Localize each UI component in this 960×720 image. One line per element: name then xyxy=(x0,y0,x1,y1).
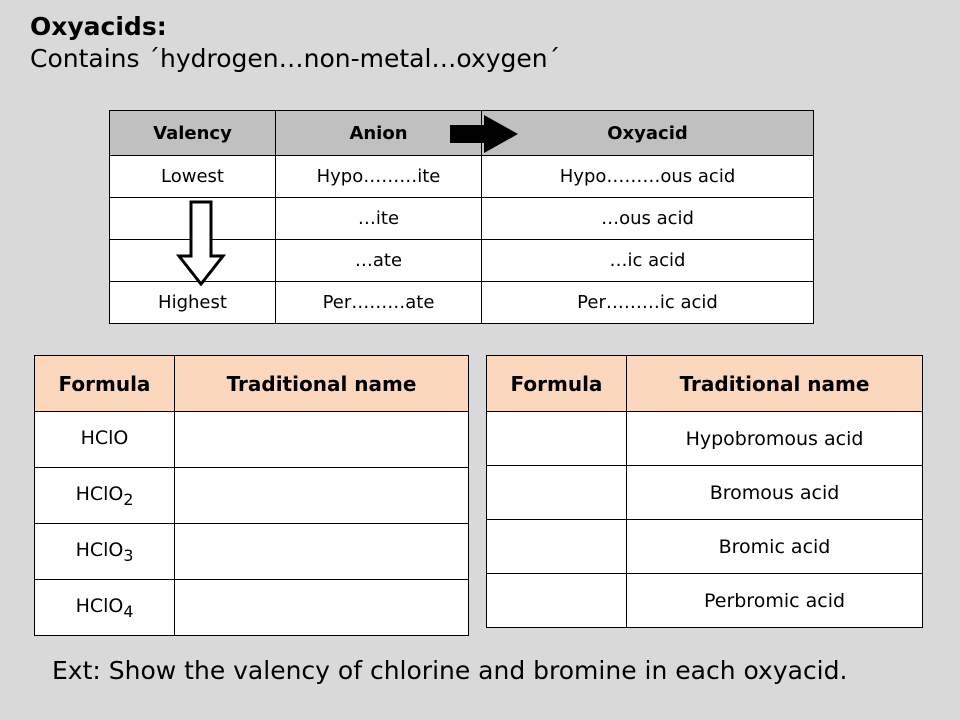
formula-base: HClO xyxy=(75,594,124,617)
anion-cell: Per………ate xyxy=(276,282,482,324)
header-traditional-name: Traditional name xyxy=(627,356,923,412)
formula-subscript: 2 xyxy=(123,489,134,509)
table-row xyxy=(35,580,469,636)
formula-cell xyxy=(35,468,175,524)
anion-cell: …ate xyxy=(276,240,482,282)
oxyacid-cell: …ic acid xyxy=(482,240,814,282)
table-header-row xyxy=(35,356,469,412)
anion-cell: …ite xyxy=(276,198,482,240)
formula-cell xyxy=(35,412,175,468)
page-subtitle: Contains ´hydrogen…non-metal…oxygen´ xyxy=(30,44,561,73)
anion-cell: Hypo………ite xyxy=(276,156,482,198)
table-row xyxy=(487,520,923,574)
formula-subscript: 3 xyxy=(123,545,134,565)
table-row xyxy=(35,524,469,580)
header-formula: Formula xyxy=(35,356,175,412)
page-title: Oxyacids: xyxy=(30,12,167,41)
traditional-name-cell[interactable] xyxy=(175,412,469,468)
header-traditional-name: Traditional name xyxy=(175,356,469,412)
traditional-name-cell: Bromic acid xyxy=(627,520,923,574)
formula-base: HClO xyxy=(75,482,124,505)
title-block xyxy=(30,10,560,74)
formula-cell xyxy=(35,524,175,580)
down-arrow-icon xyxy=(176,200,226,286)
right-arrow-icon xyxy=(448,113,520,155)
traditional-name-cell[interactable] xyxy=(175,524,469,580)
bromine-oxyacid-table xyxy=(486,355,923,628)
table-row xyxy=(35,412,469,468)
traditional-name-cell[interactable] xyxy=(175,468,469,524)
traditional-name-cell: Hypobromous acid xyxy=(627,412,923,466)
oxyacid-cell: …ous acid xyxy=(482,198,814,240)
table-row xyxy=(35,468,469,524)
header-valency: Valency xyxy=(110,111,276,156)
table-row xyxy=(487,412,923,466)
oxyacid-cell: Per………ic acid xyxy=(482,282,814,324)
traditional-name-cell: Bromous acid xyxy=(627,466,923,520)
oxyacid-cell: Hypo………ous acid xyxy=(482,156,814,198)
table-row xyxy=(487,574,923,628)
formula-base: HClO xyxy=(80,426,129,449)
valency-cell: Highest xyxy=(110,282,276,324)
table-header-row xyxy=(487,356,923,412)
table-row xyxy=(487,466,923,520)
valency-cell: Lowest xyxy=(110,156,276,198)
formula-cell[interactable] xyxy=(487,574,627,628)
formula-cell[interactable] xyxy=(487,412,627,466)
formula-base: HClO xyxy=(75,538,124,561)
traditional-name-cell: Perbromic acid xyxy=(627,574,923,628)
formula-cell xyxy=(35,580,175,636)
formula-subscript: 4 xyxy=(123,601,134,621)
chlorine-oxyacid-table xyxy=(34,355,469,636)
exercise-text: Ext: Show the valency of chlorine and bromine in each oxyacid. xyxy=(52,656,848,685)
table-row xyxy=(110,156,814,198)
formula-cell[interactable] xyxy=(487,520,627,574)
header-anion: Anion xyxy=(276,111,482,156)
header-formula: Formula xyxy=(487,356,627,412)
traditional-name-cell[interactable] xyxy=(175,580,469,636)
table-row xyxy=(110,282,814,324)
header-oxyacid: Oxyacid xyxy=(482,111,814,156)
formula-cell[interactable] xyxy=(487,466,627,520)
